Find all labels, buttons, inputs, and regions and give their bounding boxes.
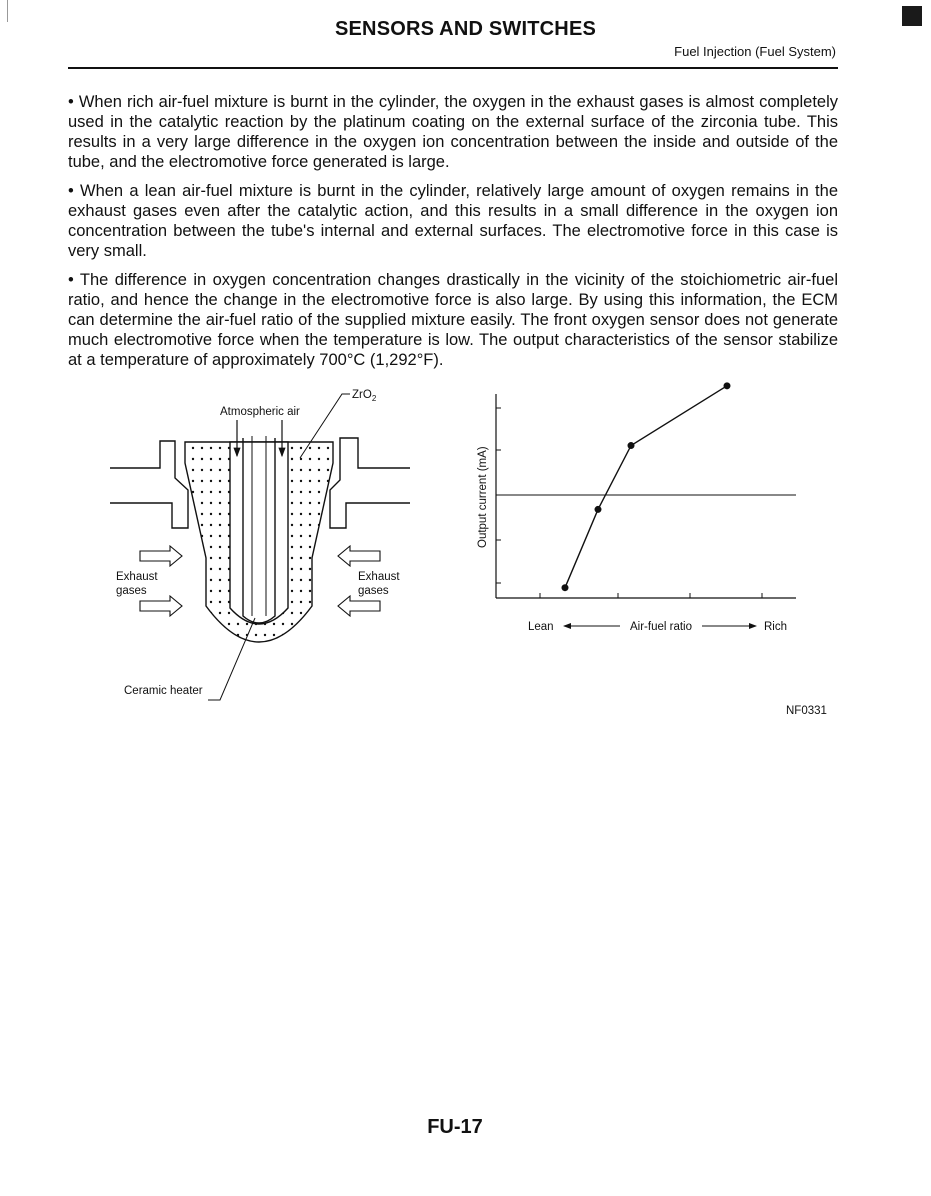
- series-layer: [562, 382, 731, 591]
- atmospheric-chamber: [230, 442, 288, 624]
- figure-oxygen-sensor: [100, 378, 840, 718]
- label-exhaust-right-2: gases: [358, 585, 389, 597]
- label-exhaust-right-1: Exhaust: [358, 571, 400, 583]
- housing-right: [330, 438, 410, 528]
- figure-code: NF0331: [786, 705, 827, 717]
- exhaust-arrow-right-1: [338, 546, 380, 566]
- x-left-label: Lean: [528, 621, 554, 633]
- paragraph-lean: • When a lean air-fuel mixture is burnt in the cylinder, relatively large amount of oxygen remains in the exhaust gases even after the catalytic action, and this results in a small difference in the oxygen ion concentration between the tube's internal and external surfaces. The electromotive force in this case is very small.: [68, 182, 838, 260]
- body-text: [68, 92, 838, 379]
- label-zro2: ZrO$_2$: [352, 389, 377, 403]
- label-atmospheric-air: Atmospheric air: [220, 406, 300, 418]
- exhaust-arrow-left-1: [140, 546, 182, 566]
- page-number: FU-17: [427, 1116, 483, 1138]
- label-exhaust-left-1: Exhaust: [116, 571, 158, 583]
- header-rule: [68, 67, 838, 69]
- x-right-label: Rich: [764, 621, 788, 633]
- sensor-diagram: [110, 389, 410, 700]
- label-exhaust-left-2: gases: [116, 585, 147, 597]
- figure-svg: [100, 378, 840, 718]
- exhaust-arrow-right-2: [338, 596, 380, 616]
- series-line: [565, 386, 727, 588]
- data-point: [724, 382, 731, 389]
- page-subtitle: Fuel Injection (Fuel System): [674, 44, 836, 59]
- x-axis-label: Air-fuel ratio: [630, 621, 692, 633]
- data-point: [595, 506, 602, 513]
- paragraph-rich: • When rich air-fuel mixture is burnt in the cylinder, the oxygen in the exhaust gases is almost completely used in the catalytic reaction by the platinum coating on the external surface of the zirconia tube. This results in a very large difference in the oxygen ion concentration between the inside and outside of the tube, and the electromotive force generated is large.: [68, 93, 838, 171]
- housing-left: [110, 441, 188, 528]
- output-chart: [477, 382, 796, 633]
- exhaust-arrow-left-2: [140, 596, 182, 616]
- y-axis-label: Output current (mA): [477, 446, 489, 548]
- data-point: [562, 584, 569, 591]
- page-title: SENSORS AND SWITCHES: [334, 18, 597, 40]
- data-point: [628, 442, 635, 449]
- paragraph-stoichiometric: • The difference in oxygen concentration changes drastically in the vicinity of the stoichiometric air-fuel ratio, and hence the change in the electromotive force is also large. By using this information, the ECM can determine the air-fuel ratio of the supplied mixture easily. The front oxygen sensor does not generate much electromotive force when the temperature is low. The output characteristics of the sensor stabilize at a temperature of approximately 700°C (1,292°F).: [68, 271, 838, 369]
- label-ceramic-heater: Ceramic heater: [124, 685, 203, 697]
